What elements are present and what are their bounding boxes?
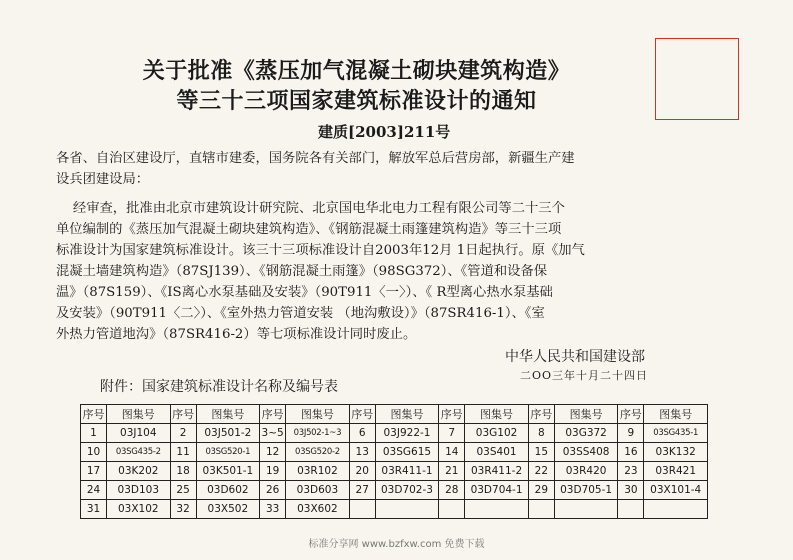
cell-no: 14 (439, 443, 465, 462)
cell-no: 3~5 (260, 424, 286, 443)
cell-no: 27 (349, 481, 375, 500)
header-code: 图集号 (554, 405, 618, 424)
cell-code (554, 500, 618, 519)
attachment-title: 附件：国家建筑标准设计名称及编号表 (100, 379, 338, 395)
cell-code: 03J501-2 (196, 424, 260, 443)
cell-no: 17 (81, 462, 107, 481)
header-code: 图集号 (465, 405, 529, 424)
cell-no: 25 (170, 481, 196, 500)
cell-no: 1 (81, 424, 107, 443)
cell-no: 29 (528, 481, 554, 500)
footer-watermark: 标准分享网 www.bzfxw.com 免费下载 (308, 539, 485, 550)
cell-no: 7 (439, 424, 465, 443)
cell-code: 03R421 (644, 462, 708, 481)
cell-code: 03X602 (286, 500, 350, 519)
table-row (81, 424, 708, 443)
cell-no: 9 (618, 424, 644, 443)
cell-code: 03J502-1~3 (286, 424, 350, 443)
header-no: 序号 (81, 405, 107, 424)
cell-no: 26 (260, 481, 286, 500)
cell-code: 03K501-1 (196, 462, 260, 481)
cell-no: 16 (618, 443, 644, 462)
cell-no: 13 (349, 443, 375, 462)
cell-no: 8 (528, 424, 554, 443)
header-no: 序号 (260, 405, 286, 424)
cell-code: 03SG435-2 (107, 443, 171, 462)
document-number: 建质[2003]211号 (318, 123, 451, 141)
cell-code (465, 500, 529, 519)
addressee-line: 各省、自治区建设厅，直辖市建委，国务院各有关部门，解放军总后营房部，新疆生产建 (56, 151, 575, 166)
header-no: 序号 (439, 405, 465, 424)
body-line: 外热力管道地沟》（87SR416-2）等七项标准设计同时废止。 (56, 327, 417, 342)
cell-code: 03SG520-2 (286, 443, 350, 462)
cell-code: 03D705-1 (554, 481, 618, 500)
body-line: 经审查，批准由北京市建筑设计研究院、北京国电华北电力工程有限公司等二十三个 (56, 201, 565, 216)
cell-code (644, 500, 708, 519)
cell-code: 03SG435-1 (644, 424, 708, 443)
cell-code: 03D603 (286, 481, 350, 500)
header-code: 图集号 (286, 405, 350, 424)
cell-no: 33 (260, 500, 286, 519)
cell-code: 03SS408 (554, 443, 618, 462)
cell-no (618, 500, 644, 519)
cell-code: 03D702-3 (375, 481, 439, 500)
cell-no: 32 (170, 500, 196, 519)
cell-code: 03X502 (196, 500, 260, 519)
cell-no: 23 (618, 462, 644, 481)
table-row (81, 462, 708, 481)
header-no: 序号 (170, 405, 196, 424)
body-line: 标准设计为国家建筑标准设计。该三十三项标准设计自2003年12月 1日起执行。原《加气 (56, 243, 585, 258)
cell-no: 2 (170, 424, 196, 443)
cell-code: 03K202 (107, 462, 171, 481)
cell-code: 03SG615 (375, 443, 439, 462)
cell-no: 12 (260, 443, 286, 462)
cell-no: 18 (170, 462, 196, 481)
cell-no: 15 (528, 443, 554, 462)
header-code: 图集号 (375, 405, 439, 424)
cell-no: 22 (528, 462, 554, 481)
table-header-row (81, 405, 708, 424)
cell-code: 03R411-1 (375, 462, 439, 481)
cell-no: 30 (618, 481, 644, 500)
body-line: 及安装》（90T911〈二〉）、《室外热力管道安装 （地沟敷设）》（87SR416-1）、《室 (56, 306, 545, 321)
cell-code: 03SG520-1 (196, 443, 260, 462)
cell-code: 03S401 (465, 443, 529, 462)
cell-code: 03X101-4 (644, 481, 708, 500)
table-row (81, 500, 708, 519)
cell-no: 21 (439, 462, 465, 481)
header-no: 序号 (528, 405, 554, 424)
cell-code: 03D704-1 (465, 481, 529, 500)
cell-code: 03G102 (465, 424, 529, 443)
table-row (81, 481, 708, 500)
cell-no (439, 500, 465, 519)
body-line: 混凝土墙建筑构造》（87SJ139）、《钢筋混凝土雨篷》（98SG372）、《管道和设备保 (56, 264, 548, 279)
header-no: 序号 (349, 405, 375, 424)
title-line-1: 关于批准《蒸压加气混凝土砌块建筑构造》 (142, 58, 571, 84)
cell-code: 03J104 (107, 424, 171, 443)
addressee-line: 设兵团建设局： (56, 172, 150, 187)
cell-no: 28 (439, 481, 465, 500)
addressee (56, 148, 575, 190)
cell-no: 6 (349, 424, 375, 443)
header-no: 序号 (618, 405, 644, 424)
title-line-2: 等三十三项国家建筑标准设计的通知 (176, 88, 537, 114)
cell-no: 20 (349, 462, 375, 481)
cell-no: 31 (81, 500, 107, 519)
cell-no: 10 (81, 443, 107, 462)
cell-code: 03G372 (554, 424, 618, 443)
cell-code: 03R420 (554, 462, 618, 481)
body-line: 温》（87S159）、《IS离心水泵基础及安装》（90T911〈一〉）、《 R型离心热水泵基础 (56, 285, 553, 300)
table-row (81, 443, 708, 462)
cell-code: 03R411-2 (465, 462, 529, 481)
cell-code: 03X102 (107, 500, 171, 519)
cell-code (375, 500, 439, 519)
cell-no: 11 (170, 443, 196, 462)
body-text (56, 198, 585, 345)
cell-no (528, 500, 554, 519)
header-code: 图集号 (644, 405, 708, 424)
code-table (80, 404, 708, 519)
signer: 中华人民共和国建设部 (505, 349, 645, 365)
cell-code: 03D602 (196, 481, 260, 500)
issue-date: 二OO三年十月二十四日 (520, 369, 649, 382)
cell-no: 24 (81, 481, 107, 500)
cell-no (349, 500, 375, 519)
cell-no: 19 (260, 462, 286, 481)
cell-code: 03K132 (644, 443, 708, 462)
header-code: 图集号 (196, 405, 260, 424)
cell-code: 03R102 (286, 462, 350, 481)
body-line: 单位编制的《蒸压加气混凝土砌块建筑构造》、《钢筋混凝土雨篷建筑构造》等三十三项 (56, 222, 562, 237)
cell-code: 03J922-1 (375, 424, 439, 443)
header-code: 图集号 (107, 405, 171, 424)
cell-code: 03D103 (107, 481, 171, 500)
